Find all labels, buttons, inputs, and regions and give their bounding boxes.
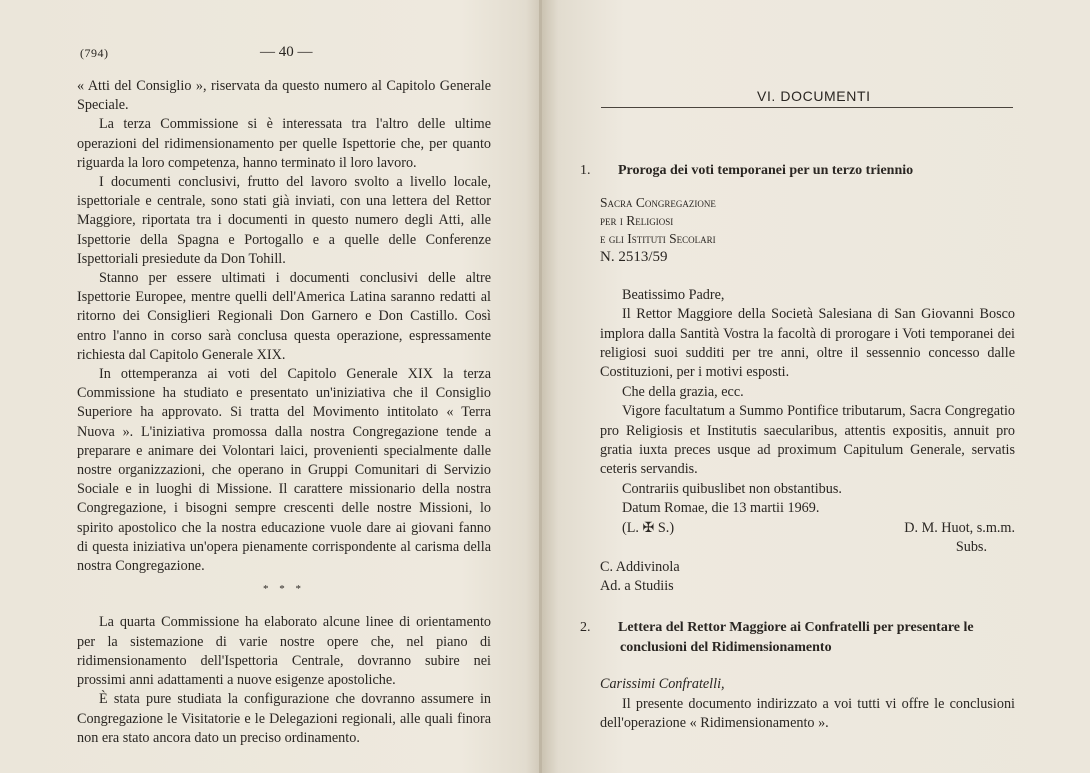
section-separator: * * * [263,583,305,596]
countersign-role: Ad. a Studiis [600,577,674,594]
paragraph: La terza Commissione si è interessata tra l'altro delle ultime operazioni del ridimensionamento per quelle Ispettorie che, per quanto riguarda la loro competenza, hanno terminato il loro lavoro. [77,116,491,171]
paragraph: Stanno per essere ultimati i documenti conclusivi delle altre Ispettorie Europee, mentre quelli dell'America Latina saranno redatti al ritorno dei Consiglieri Regionali Don Garnero e Don Castillo. Così entro l'anno in corso sarà conclusa questa operazione, espressamente richiesta dal Capitolo Generale XIX. [77,270,491,363]
signature-row [600,519,1015,538]
paragraph: I documenti conclusivi, frutto del lavoro svolto a livello locale, ispettoriale e centrale, sono stati già inviati, con una lettera del Rettor Maggiore, riportata tra i documenti in questo numero degli Atti, alle Ispettorie della Spagna e Portogallo e a quelle delle Conferenze Ispettoriali presiedute da Don Tohill. [77,174,491,267]
section-rule [601,107,1013,108]
salutation: Beatissimo Padre, [622,286,725,303]
paragraph: Contrariis quibuslibet non obstantibus. [622,480,842,497]
signatory: D. M. Huot, s.m.m. [904,519,1015,536]
doc1-heading [580,161,1015,180]
section-title: VI. DOCUMENTI [757,88,871,104]
folio-bracket: (794) [80,46,109,60]
left-page [0,0,542,773]
doc2-paragraph: Il presente documento indirizzato a voi tutti vi offre le conclusioni dell'operazione « Ridimensionamento ». [600,695,1015,731]
doc1-title: Proroga dei voti temporanei per un terzo triennio [618,163,914,178]
doc2-heading [580,618,1015,657]
page-number: — 40 — [260,44,313,60]
protocol-number: N. 2513/59 [600,249,668,266]
paragraph: La quarta Commissione ha elaborato alcune linee di orientamento per la sistemazione di varie nostre opere che, nel piano di ridimensionamento dell'Ispettoria Centrale, dovranno subire nei prossimi anni adattamenti a nuove esigenze apostoliche. [77,614,491,689]
sender-line: e gli Istituti Secolari [600,231,716,247]
seal: (L. ✠ S.) [622,519,675,536]
right-page [542,0,1090,773]
paragraph: Il Rettor Maggiore della Società Salesiana di San Giovanni Bosco implora dalla Santità Vostra la facoltà di prorogare i Voti temporanei dei religiosi suoi sudditi per tre anni, oltre il sessennio concesso dalle Costituzioni, per i motivi esposti. [600,306,1015,381]
countersign-name: C. Addivinola [600,558,680,575]
doc2-salutation: Carissimi Confratelli, [600,676,725,693]
paragraph: È stata pure studiata la configurazione che dovranno assumere in Congregazione le Visitatorie e le Delegazioni regionali, alle quali finora non era stato ancora dato un preciso ordinamento. [77,691,491,746]
doc1-number: 1. [580,163,591,178]
paragraph: Datum Romae, die 13 martii 1969. [622,500,820,517]
left-body-text [77,77,491,748]
paragraph: Vigore facultatum a Summo Pontifice tributarum, Sacra Congregatio pro Religiosis et Institutis saecularibus, attentis expositis, annuit pro gratia iuxta preces usque ad proximum Capitulum Generale, servatis ceteris servandis. [600,403,1015,478]
signatory-role: Subs. [955,539,987,556]
sender-line: per i Religiosi [600,213,674,229]
running-head [80,46,500,66]
doc2-number: 2. [580,620,591,636]
doc2-title: Lettera del Rettor Maggiore ai Confratelli per presentare le conclusioni del Ridimensionamento [618,620,974,655]
paragraph: « Atti del Consiglio », riservata da questo numero al Capitolo Generale Speciale. [77,78,491,114]
paragraph: In ottemperanza ai voti del Capitolo Generale XIX la terza Commissione ha studiato e presentato un'iniziativa che il Consiglio Superiore ha approvato. Si tratta del Movimento intitolato « Terra Nuova ». L'iniziativa promossa dalla nostra Congregazione tende a preparare e animare dei Volontari laici, provenienti specialmente dalle nostre organizzazioni, che operano in Gruppi Comunitari di Servizio Sociale e in luoghi di Missione. Il carattere missionario della nostra Congregazione, i bisogni sempre crescenti delle nostre Missioni, lo spirito apostolico che la nostra educazione vuole dare ai giovani fanno di questa iniziativa un'opera pienamente corrispondente al carisma della nostra Congregazione. [77,366,491,575]
paragraph: Che della grazia, ecc. [622,383,744,400]
sender-line: Sacra Congregazione [600,195,716,211]
right-body-text [580,161,1015,733]
